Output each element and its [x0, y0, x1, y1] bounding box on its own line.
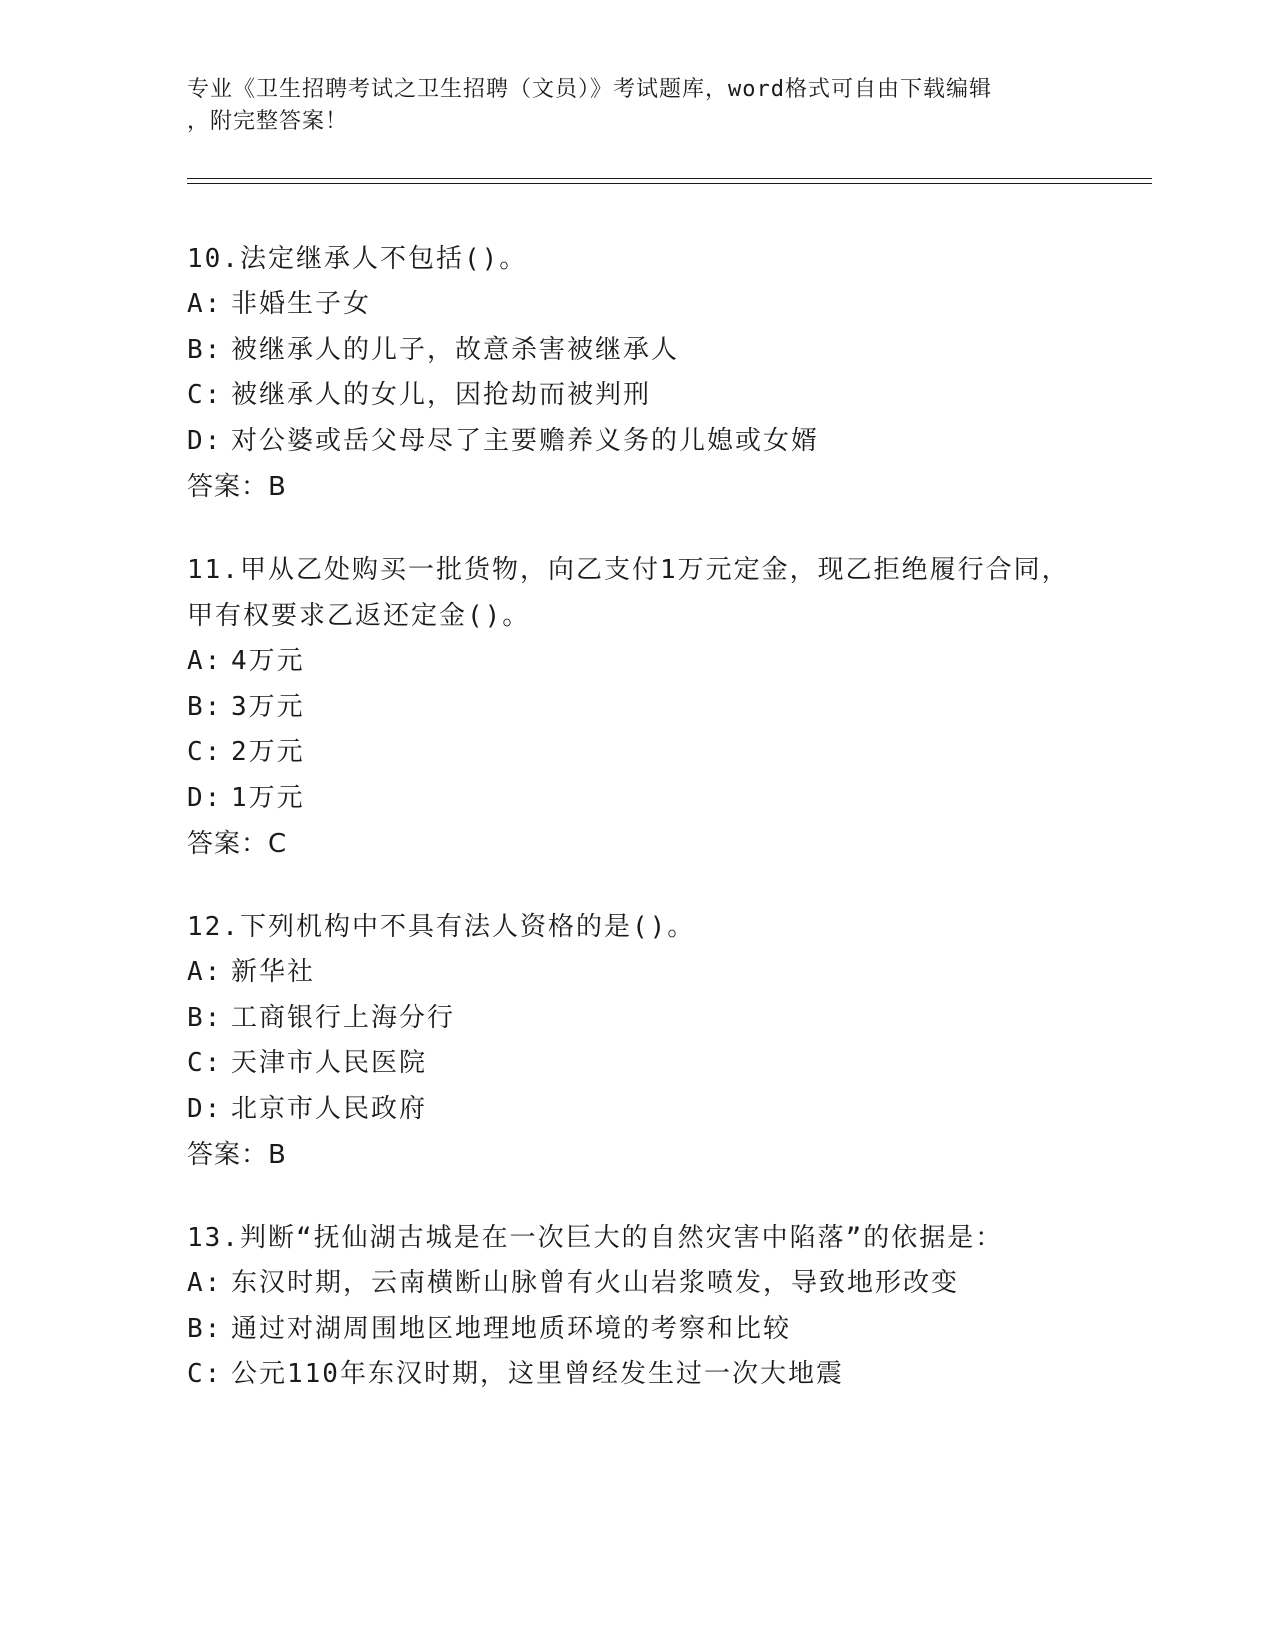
option-text: 天津市人民医院 — [231, 1048, 428, 1078]
option-letter: D: — [187, 1093, 223, 1124]
option-b — [187, 1307, 1087, 1353]
answer-line: 答案：B — [187, 472, 287, 502]
header-divider-top — [187, 178, 1152, 179]
option-letter: B: — [187, 691, 223, 722]
option-b — [187, 328, 1087, 374]
option-d — [187, 776, 1087, 822]
question-text: 13.判断“抚仙湖古城是在一次巨大的自然灾害中陷落”的依据是： — [187, 1223, 1004, 1253]
question-12 — [187, 904, 1087, 1178]
question-text: 12.下列机构中不具有法人资格的是()。 — [187, 912, 696, 942]
option-d — [187, 419, 1087, 465]
option-text: 2万元 — [231, 737, 305, 767]
option-text: 工商银行上海分行 — [231, 1002, 456, 1033]
header-title-line-2: ，附完整答案！ — [187, 109, 349, 134]
option-d — [187, 1087, 1087, 1133]
option-letter: C: — [187, 737, 223, 767]
option-letter: D: — [187, 782, 223, 813]
option-c — [187, 1041, 1087, 1087]
option-letter: C: — [187, 380, 223, 410]
option-letter: A: — [187, 1268, 223, 1298]
option-c — [187, 730, 1087, 776]
option-letter: A: — [187, 289, 223, 319]
option-text: 通过对湖周围地区地理地质环境的考察和比较 — [231, 1313, 792, 1344]
question-text: 10.法定继承人不包括()。 — [187, 244, 528, 274]
option-a — [187, 282, 1087, 328]
option-text: 1万元 — [231, 782, 305, 813]
answer-line: 答案：B — [187, 1140, 287, 1170]
option-text: 非婚生子女 — [231, 289, 372, 319]
question-10 — [187, 236, 1087, 510]
option-letter: B: — [187, 1313, 223, 1344]
option-text: 对公婆或岳父母尽了主要赡养义务的儿媳或女婿 — [231, 425, 820, 456]
option-letter: C: — [187, 1359, 223, 1389]
option-text: 被继承人的女儿，因抢劫而被判刑 — [231, 380, 652, 410]
option-letter: B: — [187, 1002, 223, 1033]
option-letter: D: — [187, 425, 223, 456]
document-header — [187, 74, 1067, 138]
header-title-line-1: 专业《卫生招聘考试之卫生招聘（文员）》考试题库，word格式可自由下载编辑 — [187, 77, 992, 102]
question-text: 11.甲从乙处购买一批货物，向乙支付1万元定金，现乙拒绝履行合同，甲有权要求乙返还定金()。 — [187, 555, 1070, 631]
option-text: 4万元 — [231, 646, 305, 676]
option-a — [187, 1261, 1087, 1307]
option-a — [187, 639, 1087, 685]
header-divider-bottom — [187, 183, 1152, 184]
question-13 — [187, 1215, 1087, 1398]
option-b — [187, 685, 1087, 731]
option-text: 北京市人民政府 — [231, 1093, 428, 1124]
option-text: 3万元 — [231, 691, 305, 722]
option-c — [187, 373, 1087, 419]
option-text: 公元110年东汉时期，这里曾经发生过一次大地震 — [231, 1359, 844, 1389]
option-text: 东汉时期，云南横断山脉曾有火山岩浆喷发，导致地形改变 — [231, 1268, 960, 1298]
question-11 — [187, 547, 1087, 867]
option-letter: A: — [187, 957, 223, 987]
question-list — [187, 236, 1087, 1435]
option-text: 新华社 — [231, 957, 316, 987]
option-c — [187, 1352, 1087, 1398]
option-letter: B: — [187, 334, 223, 365]
option-letter: C: — [187, 1048, 223, 1078]
option-text: 被继承人的儿子，故意杀害被继承人 — [231, 334, 680, 365]
option-a — [187, 950, 1087, 996]
answer-line: 答案：C — [187, 829, 288, 859]
option-b — [187, 996, 1087, 1042]
option-letter: A: — [187, 646, 223, 676]
